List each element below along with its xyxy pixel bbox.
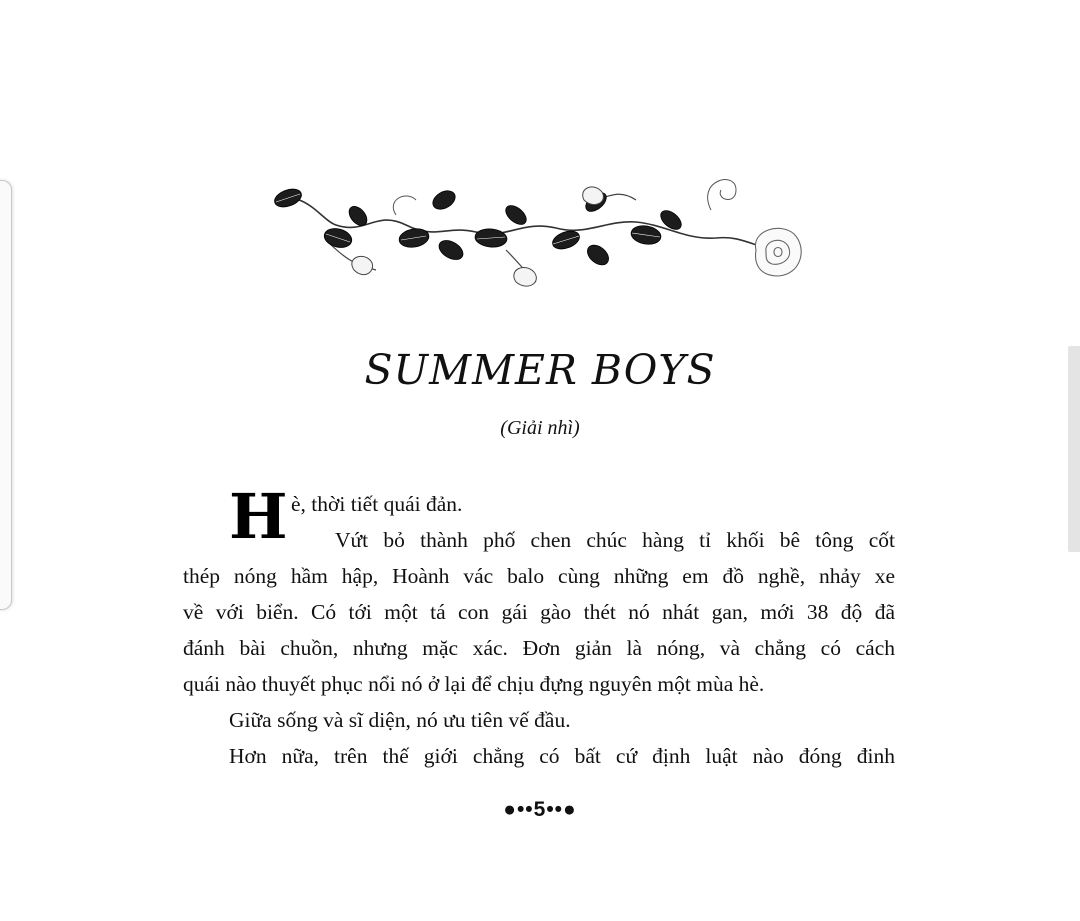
text-line: đánh bài chuồn, nhưng mặc xác. Đơn giản là nóng, và chẳng có cách	[183, 636, 895, 660]
text-line: Hơn nữa, trên thế giới chẳng có bất cứ định luật nào đóng đinh	[229, 744, 895, 768]
story-title: SUMMER BOYS	[364, 346, 716, 394]
text-line: quái nào thuyết phục nổi nó ở lại để chịu đựng nguyên một mùa hè.	[183, 672, 765, 696]
story-subtitle: (Giải nhì)	[500, 417, 580, 439]
story-body	[183, 480, 895, 774]
text-line: thép nóng hầm hập, Hoành vác balo cùng những em đồ nghề, nhảy xe	[183, 564, 895, 588]
text-line: Giữa sống và sĩ diện, nó ưu tiên vế đầu.	[229, 708, 571, 732]
rose-vine-ornament-icon	[266, 170, 810, 298]
left-edge-panel[interactable]	[0, 180, 12, 610]
page-number: ●••5••●	[503, 798, 577, 821]
text-line: è, thời tiết quái đản.	[291, 492, 463, 516]
text-line: Vứt bỏ thành phố chen chúc hàng tỉ khối bê tông cốt	[335, 528, 895, 552]
drop-cap: H	[229, 480, 288, 553]
text-line: về với biển. Có tới một tá con gái gào thét nó nhát gan, mới 38 độ đã	[183, 600, 895, 624]
